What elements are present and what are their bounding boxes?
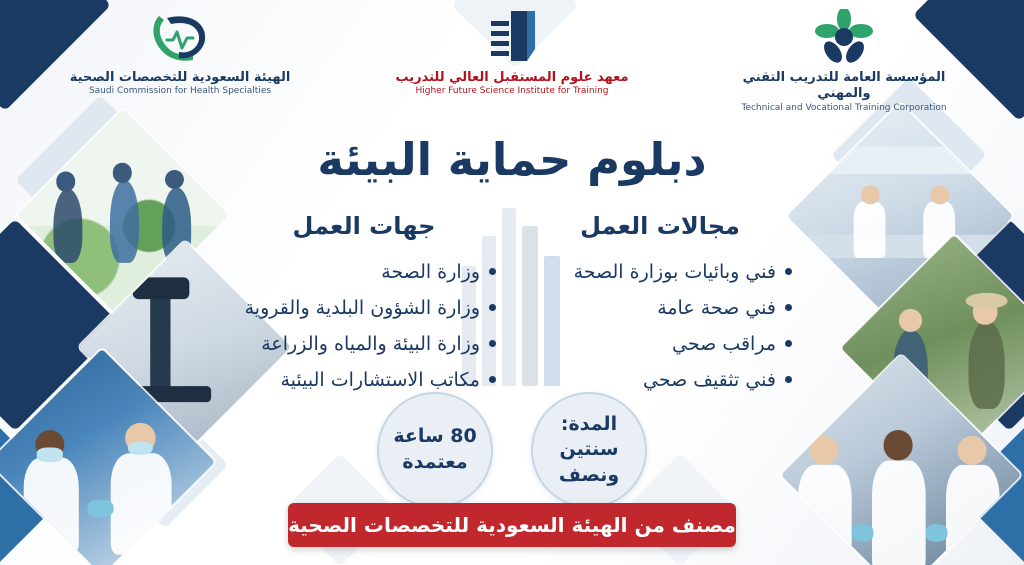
status-badge-credit-hours [377,392,493,508]
logo-tvtc-name-en: Technical and Vocational Training Corporation [741,102,947,113]
badge-duration-line1: المدة: [560,412,618,435]
badge-credit-line2: معتمدة [402,451,468,473]
footer-banner [288,503,736,547]
list-item: مكاتب الاستشارات البيئية [230,362,498,398]
employers-list [230,254,498,398]
book-institute-icon [382,8,642,68]
logo-scfhs [50,8,310,97]
logo-tvtc-name-ar: المؤسسة العامة للتدريب التقني والمهني [742,70,946,102]
list-item: فني صحة عامة [526,290,794,326]
page-title: دبلوم حماية البيئة [317,133,707,186]
list-item: وزارة البيئة والمياه والزراعة [230,326,498,362]
tvtc-star-icon [714,8,974,68]
saudi-health-commission-icon [50,8,310,68]
logo-scfhs-name-en: Saudi Commission for Health Specialties [88,86,272,97]
logo-hfsi-name-en: Higher Future Science Institute for Training [415,86,609,97]
list-item: وزارة الصحة [230,254,498,290]
column-fields-heading: مجالات العمل [580,212,740,240]
badge-row [0,392,1024,508]
badge-duration-line2: سنتين ونصف [558,438,620,486]
content-columns [230,212,794,398]
status-badge-duration [531,392,647,508]
footer-banner-text: مصنف من الهيئة السعودية للتخصصات الصحية [288,513,736,537]
logo-hfsi-name-ar: معهد علوم المستقبل العالي للتدريب [395,70,629,85]
column-fields [526,212,794,398]
logo-hfsi [382,8,642,97]
fields-list [526,254,794,398]
list-item: مراقب صحي [526,326,794,362]
list-item: فني وبائيات بوزارة الصحة [526,254,794,290]
list-item: وزارة الشؤون البلدية والقروية [230,290,498,326]
logo-row [0,0,1024,125]
logo-tvtc [714,8,974,113]
badge-credit-line1: 80 ساعة [393,425,477,448]
column-employers [230,212,498,398]
logo-scfhs-name-ar: الهيئة السعودية للتخصصات الصحية [69,70,291,85]
column-employers-heading: جهات العمل [292,212,436,240]
list-item: فني تثقيف صحي [526,362,794,398]
